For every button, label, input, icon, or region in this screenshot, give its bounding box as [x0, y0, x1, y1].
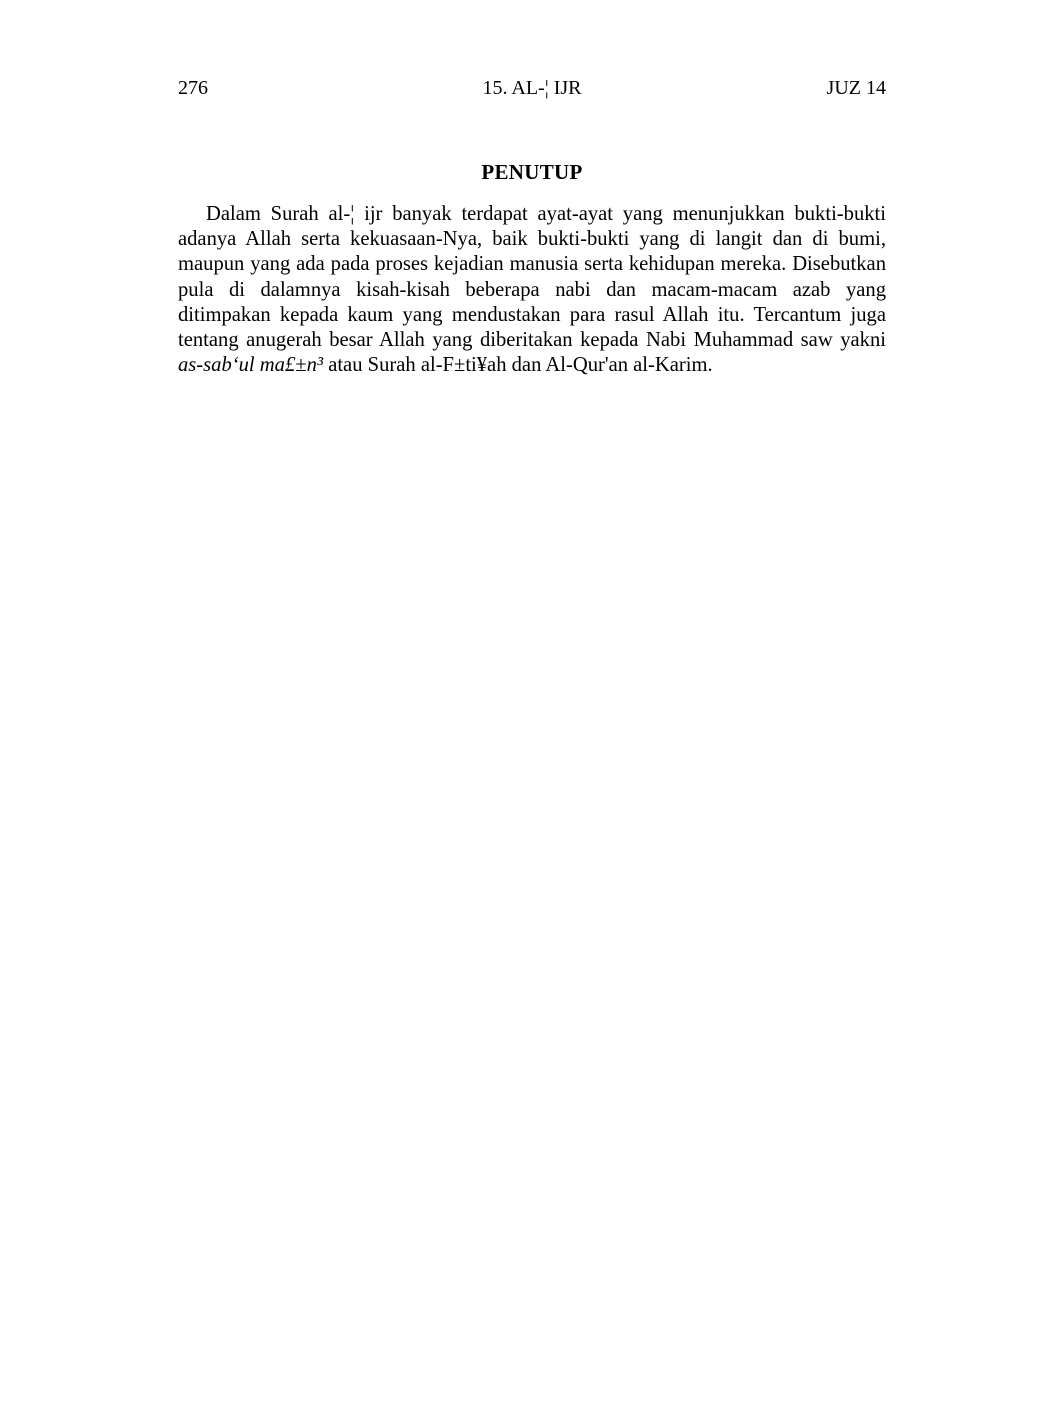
paragraph-text-end: atau Surah al-F±ti¥ah dan Al-Qur'an al-Karim.: [323, 354, 713, 377]
running-header: [178, 74, 886, 102]
chapter-title: 15. AL-¦ IJR: [482, 77, 582, 99]
italic-term: as-sab‘ul ma£±n³: [178, 354, 324, 377]
juz-label: JUZ 14: [826, 77, 886, 99]
document-page: [178, 74, 886, 378]
paragraph-text-start: Dalam Surah al-¦ ijr banyak terdapat ayat-ayat yang menunjukkan bukti-bukti adanya Allah serta kekuasaan-Nya, baik bukti-bukti yang di langit dan di bumi, maupun yang ada pada proses kejadian manusia serta kehidupan mereka. Disebutkan pula di dalamnya kisah-kisah beberapa nabi dan macam-macam azab yang ditimpakan kepada kaum yang mendustakan para rasul Allah itu. Tercantum juga tentang anugerah besar Allah yang diberitakan kepada Nabi Muhammad saw yakni: [178, 203, 886, 352]
section-heading: PENUTUP: [481, 160, 583, 184]
body-paragraph: [178, 202, 886, 378]
page-number: 276: [178, 77, 208, 99]
